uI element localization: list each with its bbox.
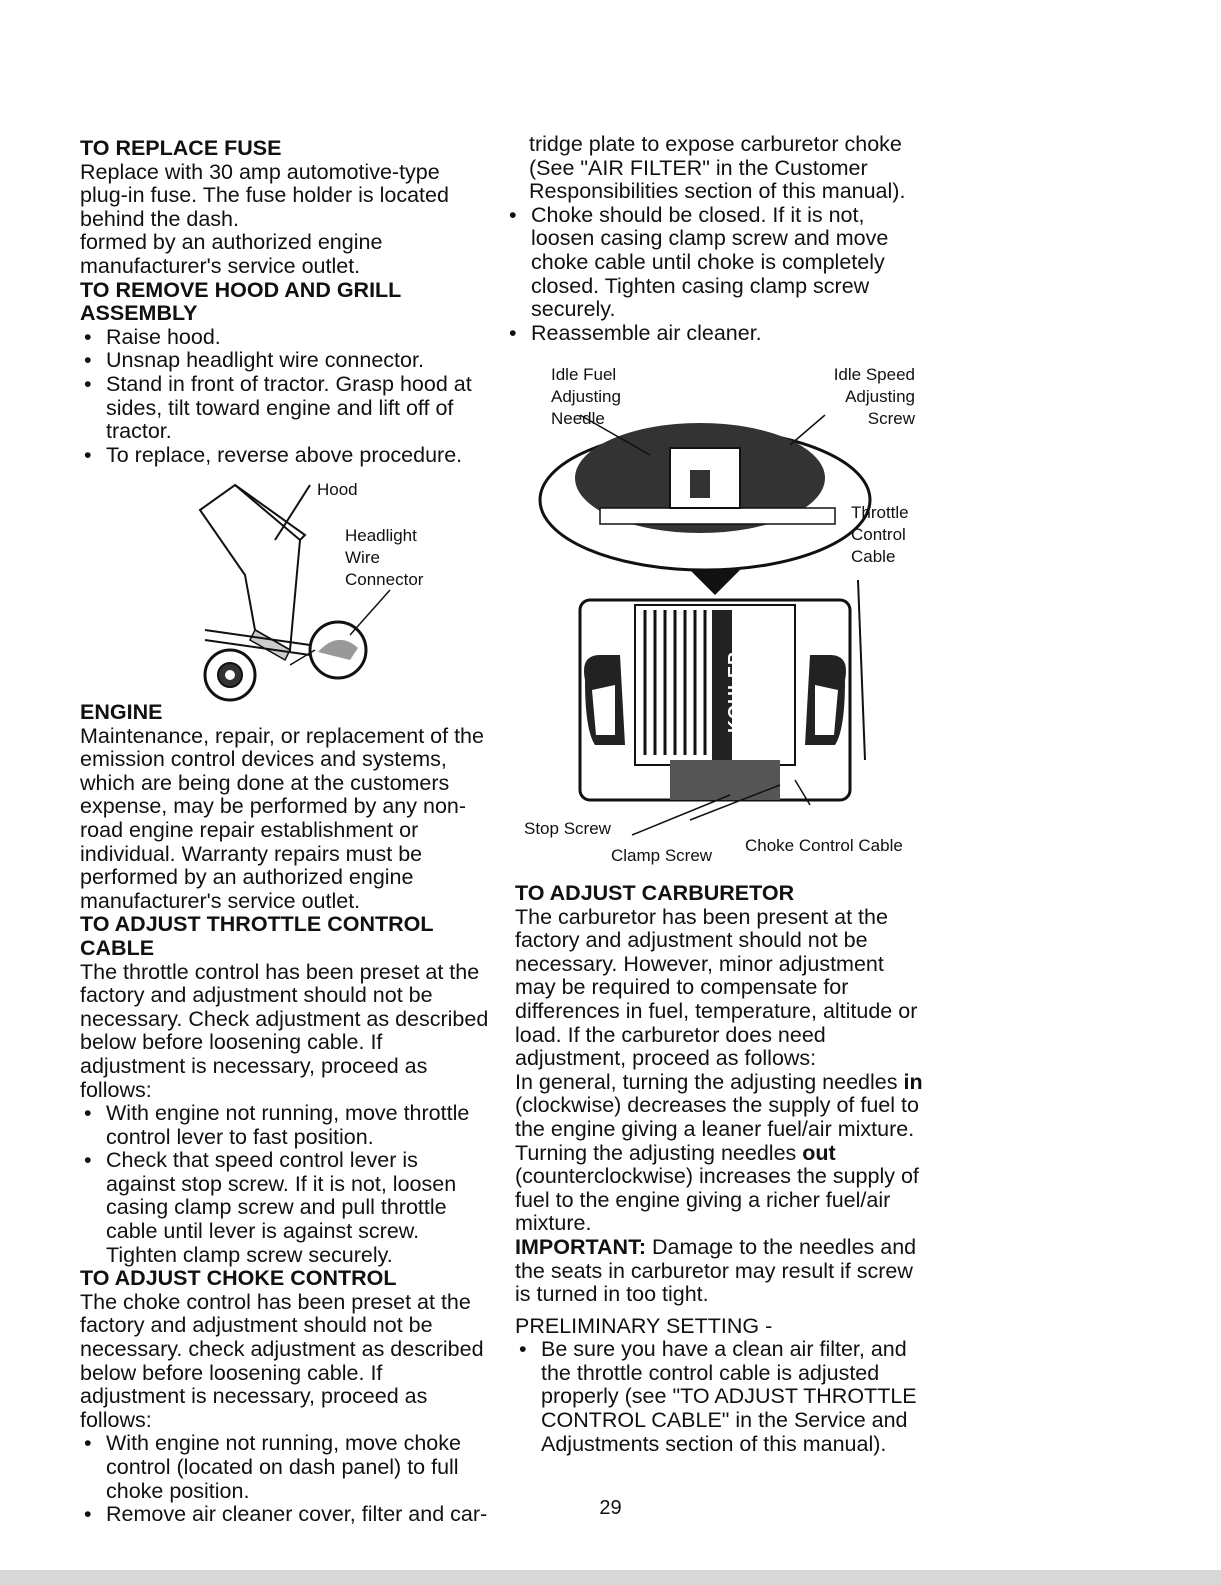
- list-item: • With engine not running, move throttle control lever to fast position.: [80, 1102, 490, 1149]
- list-item: • Choke should be closed. If it is not, loosen casing clamp screw and move choke cable until choke is completely closed. Tighten casing clamp screw securely.: [505, 204, 915, 322]
- kohler-logo: KOHLER: [725, 651, 745, 733]
- right-column-bottom: [515, 882, 925, 1456]
- important-label: IMPORTANT:: [515, 1234, 646, 1259]
- in-emphasis: in: [903, 1069, 923, 1094]
- right-column-top: [505, 133, 915, 345]
- scan-edge: [0, 1570, 1221, 1585]
- left-column-lower: [80, 701, 490, 1527]
- page-number: 29: [599, 1497, 622, 1519]
- replace-fuse-text-2: formed by an authorized engine manufacturer's service outlet.: [80, 230, 383, 278]
- text-segment: In general, turning the adjusting needles: [515, 1069, 904, 1094]
- list-item: • Reassemble air cleaner.: [505, 322, 915, 346]
- list-item: • Check that speed control lever is against stop screw. If it is not, loosen casing clamp screw and pull throttle cable until lever is against screw. Tighten clamp screw securely.: [80, 1149, 490, 1267]
- out-emphasis: out: [802, 1140, 836, 1165]
- clamp-screw-label: Clamp Screw: [611, 846, 713, 865]
- left-column: [80, 137, 485, 467]
- text-segment: (counterclockwise) increases the supply of fuel to the engine giving a richer fuel/air mixture.: [515, 1164, 919, 1236]
- choke-continued-bullet-list: [505, 204, 915, 346]
- list-item: • With engine not running, move choke control (located on dash panel) to full choke position.: [80, 1432, 490, 1503]
- replace-fuse-text: Replace with 30 amp automotive-type plug-in fuse. The fuse holder is located behind the dash.: [80, 159, 449, 231]
- preliminary-bullet-list: [515, 1338, 925, 1456]
- idle-fuel-label: Idle Fuel Adjusting Needle: [551, 365, 621, 428]
- list-item: • Unsnap headlight wire connector.: [80, 349, 485, 373]
- choke-heading: TO ADJUST CHOKE CONTROL: [80, 1266, 397, 1291]
- list-item: • Stand in front of tractor. Grasp hood at sides, tilt toward engine and lift off of tractor.: [80, 373, 485, 444]
- list-item: • To replace, reverse above procedure.: [80, 444, 485, 468]
- throttle-bullet-list: [80, 1102, 490, 1267]
- stop-screw-label: Stop Screw: [524, 819, 611, 838]
- hood-bullet-list: [80, 326, 485, 468]
- carburetor-text: The carburetor has been present at the factory and adjustment should not be necessary. However, minor adjustment may be required to compensate for differences in fuel, temperature, altitude or load. If the carburetor does need adjustment, proceed as follows:: [515, 904, 918, 1071]
- list-item: • Raise hood.: [80, 326, 485, 350]
- carburetor-heading: TO ADJUST CARBURETOR: [515, 881, 795, 905]
- choke-text: The choke control has been preset at the factory and adjustment should not be necessary. check adjustment as described below before loosening cable. If adjustment is necessary, proceed as follows:: [80, 1289, 484, 1432]
- carburetor-text-2: [515, 1071, 925, 1236]
- replace-fuse-heading: TO REPLACE FUSE: [80, 136, 282, 160]
- hood-label: Hood: [317, 480, 358, 499]
- choke-cable-label: Choke Control Cable: [745, 836, 903, 855]
- remove-hood-heading: TO REMOVE HOOD AND GRILL ASSEMBLY: [80, 277, 401, 326]
- list-item: • Be sure you have a clean air filter, and the throttle control cable is adjusted properly (see "TO ADJUST THROTTLE CONTROL CABLE" in the Service and Adjustments section of this manual).: [515, 1338, 925, 1456]
- continued-text: tridge plate to expose carburetor choke (See "AIR FILTER" in the Customer Responsibilities section of this manual).: [529, 132, 906, 204]
- engine-text: Maintenance, repair, or replacement of the emission control devices and systems, which are being done at the customers expense, may be performed by any non-road engine repair establishment or individual. Warranty repairs must be performed by an authorized engine manufacturer's service outlet.: [80, 723, 484, 913]
- important-text: Damage to the needles and the seats in carburetor may result if screw is turned in too tight.: [515, 1234, 917, 1307]
- text-segment: (clockwise) decreases the supply of fuel to the engine giving a leaner fuel/air mixture. Turning the adjusting needles: [515, 1093, 919, 1165]
- throttle-text: The throttle control has been preset at the factory and adjustment should not be necessary. Check adjustment as described below before loosening cable. If adjustment is necessary, proceed as follows:: [80, 959, 489, 1102]
- engine-illustration: [540, 400, 900, 840]
- list-item: • Remove air cleaner cover, filter and car-: [80, 1503, 490, 1527]
- engine-heading: ENGINE: [80, 700, 163, 724]
- headlight-wire-connector-label: Headlight Wire Connector: [345, 526, 424, 589]
- throttle-heading: TO ADJUST THROTTLE CONTROL CABLE: [80, 912, 434, 960]
- important-note: [515, 1236, 925, 1307]
- idle-speed-label: Idle Speed Adjusting Screw: [833, 365, 915, 428]
- preliminary-heading: PRELIMINARY SETTING -: [515, 1313, 773, 1338]
- throttle-cable-label: Throttle Control Cable: [851, 503, 909, 566]
